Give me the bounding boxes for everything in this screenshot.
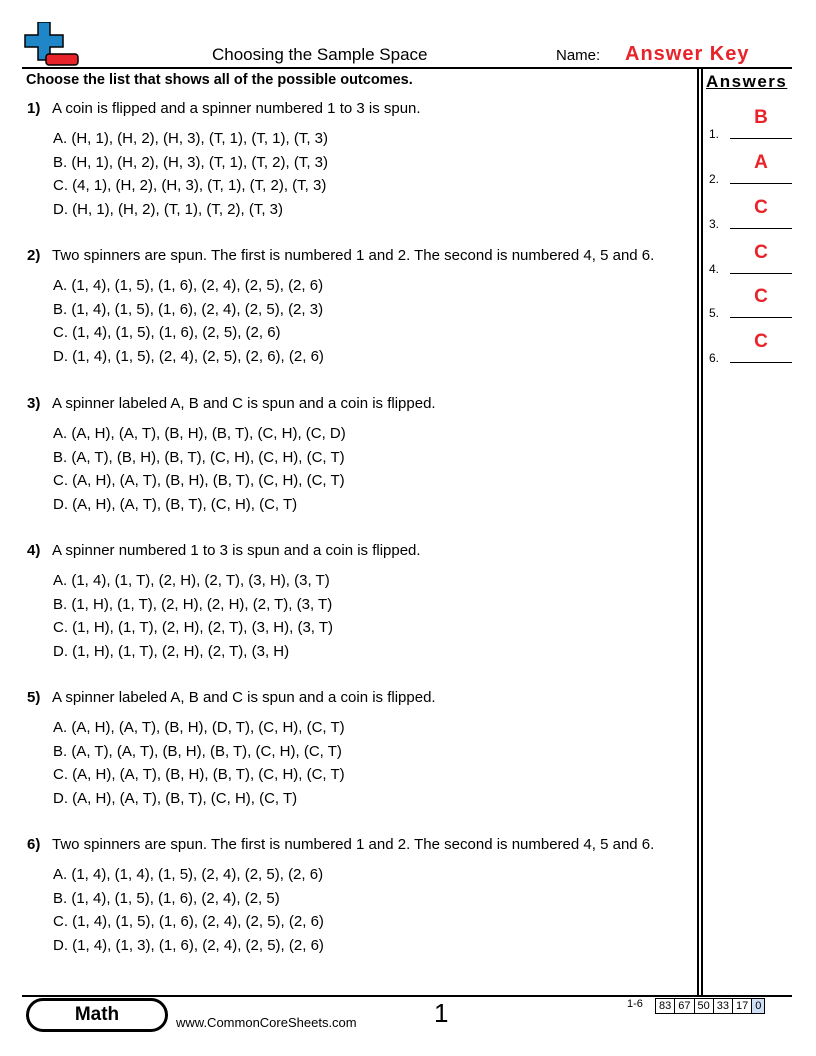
option-a: A. (1, 4), (1, T), (2, H), (2, T), (3, H), (3, T) bbox=[53, 572, 330, 589]
answer-value: C bbox=[754, 242, 768, 263]
answer-value: C bbox=[754, 197, 768, 218]
column-divider bbox=[697, 67, 699, 996]
answer-value: A bbox=[754, 152, 768, 173]
plus-minus-logo-icon bbox=[24, 22, 80, 68]
answer-line bbox=[730, 317, 792, 318]
option-d: D. (1, 4), (1, 5), (2, 4), (2, 5), (2, 6), (2, 6) bbox=[53, 347, 324, 365]
score-table bbox=[656, 998, 765, 1014]
answer-line bbox=[730, 273, 792, 274]
answer-slot-6 bbox=[709, 331, 793, 365]
answer-number: 4. bbox=[709, 262, 720, 276]
option-d: D. (A, H), (A, T), (B, T), (C, H), (C, T) bbox=[53, 495, 298, 513]
option-c: C. (1, H), (1, T), (2, H), (2, T), (3, H), (3, T) bbox=[53, 619, 334, 636]
option-a: A. (1, 4), (1, 4), (1, 5), (2, 4), (2, 5), (2, 6) bbox=[53, 866, 324, 883]
question-number: 1) bbox=[27, 100, 41, 117]
question-text: A coin is flipped and a spinner numbered 1 to 3 is spun. bbox=[52, 100, 421, 117]
instructions: Choose the list that shows all of the possible outcomes. bbox=[26, 72, 413, 88]
question-number: 2) bbox=[27, 247, 41, 264]
option-a: A. (1, 4), (1, 5), (1, 6), (2, 4), (2, 5), (2, 6) bbox=[53, 277, 324, 294]
answer-line bbox=[730, 138, 792, 139]
answer-value: C bbox=[754, 331, 768, 352]
footer-divider bbox=[22, 995, 792, 997]
option-c: C. (A, H), (A, T), (B, H), (B, T), (C, H), (C, T) bbox=[53, 766, 345, 783]
answer-slot-2 bbox=[709, 152, 793, 186]
answers-heading: Answers bbox=[706, 72, 788, 91]
answer-slot-4 bbox=[709, 242, 793, 276]
score-cell: 17 bbox=[732, 998, 752, 1014]
score-range: 1-6 bbox=[627, 998, 643, 1010]
answer-line bbox=[730, 228, 792, 229]
answer-number: 2. bbox=[709, 172, 720, 186]
answer-value: C bbox=[754, 286, 768, 307]
subject-badge: Math bbox=[26, 998, 168, 1032]
option-b: B. (1, 4), (1, 5), (1, 6), (2, 4), (2, 5), (2, 3) bbox=[53, 300, 324, 318]
answer-slot-1 bbox=[709, 107, 793, 141]
option-b: B. (A, T), (A, T), (B, H), (B, T), (C, H), (C, T) bbox=[53, 742, 342, 760]
option-d: D. (1, 4), (1, 3), (1, 6), (2, 4), (2, 5), (2, 6) bbox=[53, 936, 324, 954]
option-b: B. (H, 1), (H, 2), (H, 3), (T, 1), (T, 2), (T, 3) bbox=[53, 153, 329, 171]
column-divider bbox=[701, 67, 703, 996]
answer-line bbox=[730, 183, 792, 184]
option-a: A. (A, H), (A, T), (B, H), (D, T), (C, H), (C, T) bbox=[53, 719, 345, 736]
option-a: A. (A, H), (A, T), (B, H), (B, T), (C, H), (C, D) bbox=[53, 425, 346, 442]
option-c: C. (1, 4), (1, 5), (1, 6), (2, 4), (2, 5), (2, 6) bbox=[53, 913, 324, 930]
question-3 bbox=[27, 395, 695, 516]
question-number: 5) bbox=[27, 689, 41, 706]
answer-line bbox=[730, 362, 792, 363]
option-d: D. (A, H), (A, T), (B, T), (C, H), (C, T) bbox=[53, 789, 298, 807]
site-url[interactable]: www.CommonCoreSheets.com bbox=[176, 1015, 357, 1030]
option-c: C. (4, 1), (H, 2), (H, 3), (T, 1), (T, 2), (T, 3) bbox=[53, 177, 327, 194]
page-title: Choosing the Sample Space bbox=[212, 45, 428, 64]
name-label: Name: bbox=[556, 47, 601, 64]
option-b: B. (1, H), (1, T), (2, H), (2, H), (2, T), (3, T) bbox=[53, 595, 333, 613]
question-number: 4) bbox=[27, 542, 41, 559]
score-cell: 67 bbox=[674, 998, 694, 1014]
option-d: D. (1, H), (1, T), (2, H), (2, T), (3, H) bbox=[53, 642, 290, 660]
answer-number: 1. bbox=[709, 127, 720, 141]
answer-value: B bbox=[754, 107, 768, 128]
question-number: 3) bbox=[27, 395, 41, 412]
question-text: A spinner numbered 1 to 3 is spun and a coin is flipped. bbox=[52, 542, 421, 559]
option-c: C. (A, H), (A, T), (B, H), (B, T), (C, H), (C, T) bbox=[53, 472, 345, 489]
header-divider bbox=[22, 67, 792, 69]
answer-slot-3 bbox=[709, 197, 793, 231]
score-cell: 83 bbox=[655, 998, 675, 1014]
answer-slot-5 bbox=[709, 286, 793, 320]
answer-key-label: Answer Key bbox=[625, 43, 750, 65]
question-1 bbox=[27, 100, 695, 221]
answer-number: 5. bbox=[709, 306, 720, 320]
question-5 bbox=[27, 689, 695, 810]
score-cell: 33 bbox=[713, 998, 733, 1014]
score-cell: 0 bbox=[751, 998, 765, 1014]
question-number: 6) bbox=[27, 836, 41, 853]
option-b: B. (1, 4), (1, 5), (1, 6), (2, 4), (2, 5) bbox=[53, 889, 280, 907]
question-4 bbox=[27, 542, 695, 663]
question-text: Two spinners are spun. The first is numbered 1 and 2. The second is numbered 4, 5 and 6. bbox=[52, 836, 655, 853]
question-text: A spinner labeled A, B and C is spun and a coin is flipped. bbox=[52, 689, 436, 706]
option-b: B. (A, T), (B, H), (B, T), (C, H), (C, H), (C, T) bbox=[53, 448, 345, 466]
score-cell: 50 bbox=[694, 998, 714, 1014]
question-2 bbox=[27, 247, 695, 368]
question-6 bbox=[27, 836, 695, 957]
answer-number: 3. bbox=[709, 217, 720, 231]
option-a: A. (H, 1), (H, 2), (H, 3), (T, 1), (T, 1), (T, 3) bbox=[53, 130, 329, 147]
question-text: Two spinners are spun. The first is numbered 1 and 2. The second is numbered 4, 5 and 6. bbox=[52, 247, 655, 264]
option-d: D. (H, 1), (H, 2), (T, 1), (T, 2), (T, 3) bbox=[53, 200, 284, 218]
answer-number: 6. bbox=[709, 351, 720, 365]
question-text: A spinner labeled A, B and C is spun and a coin is flipped. bbox=[52, 395, 436, 412]
page-number: 1 bbox=[434, 998, 449, 1028]
option-c: C. (1, 4), (1, 5), (1, 6), (2, 5), (2, 6) bbox=[53, 324, 281, 341]
